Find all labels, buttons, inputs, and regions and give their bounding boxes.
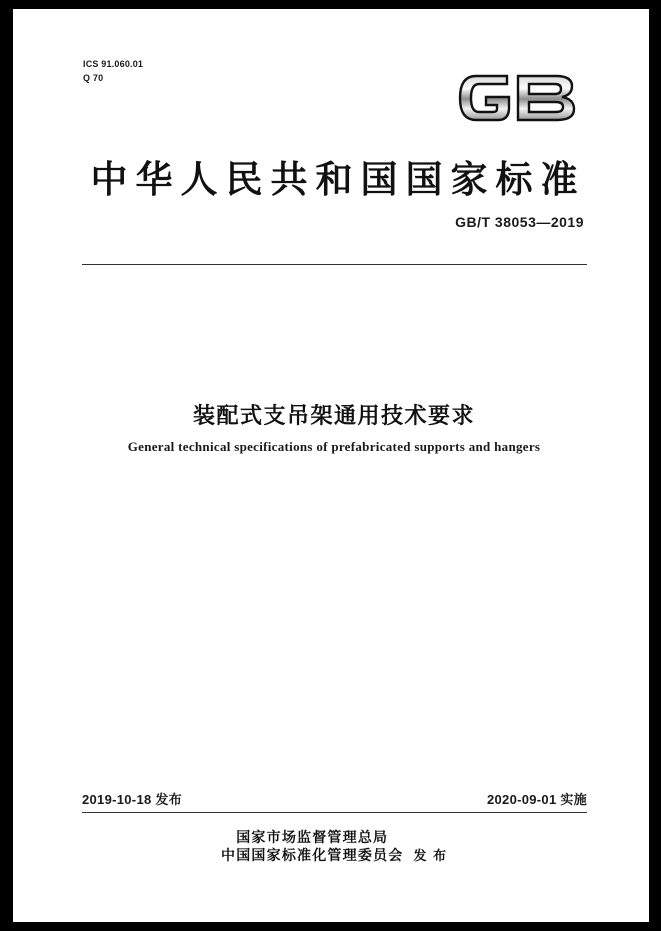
gb-logo-icon — [452, 64, 582, 132]
issue-date: 2019-10-18 发布 — [82, 792, 183, 807]
ics-classification-block — [83, 57, 143, 85]
publisher-names — [221, 829, 403, 865]
ics-code: ICS 91.060.01 — [83, 59, 144, 69]
cover-content-area — [74, 9, 594, 922]
effective-date: 2020-09-01 实施 — [486, 792, 587, 807]
page-title: 中华人民共和国国家标准 — [90, 158, 586, 201]
standard-number: GB/T 38053—2019 — [455, 214, 584, 230]
subject-title-zh: 装配式支吊架通用技术要求 — [192, 404, 475, 429]
footer-dates — [82, 789, 587, 807]
subject-title-en: General technical specifications of prefabricated supports and hangers — [127, 439, 541, 454]
ccs-code: Q 70 — [83, 73, 104, 83]
publisher-block — [74, 829, 594, 865]
footer-divider — [82, 812, 587, 813]
publisher-action-label: 发 布 — [413, 848, 447, 864]
publisher-line-1: 国家市场监督管理总局 — [236, 830, 389, 846]
publisher-line-2: 中国国家标准化管理委员会 — [221, 848, 404, 864]
standard-cover-page — [13, 9, 649, 922]
header-divider — [82, 264, 587, 265]
